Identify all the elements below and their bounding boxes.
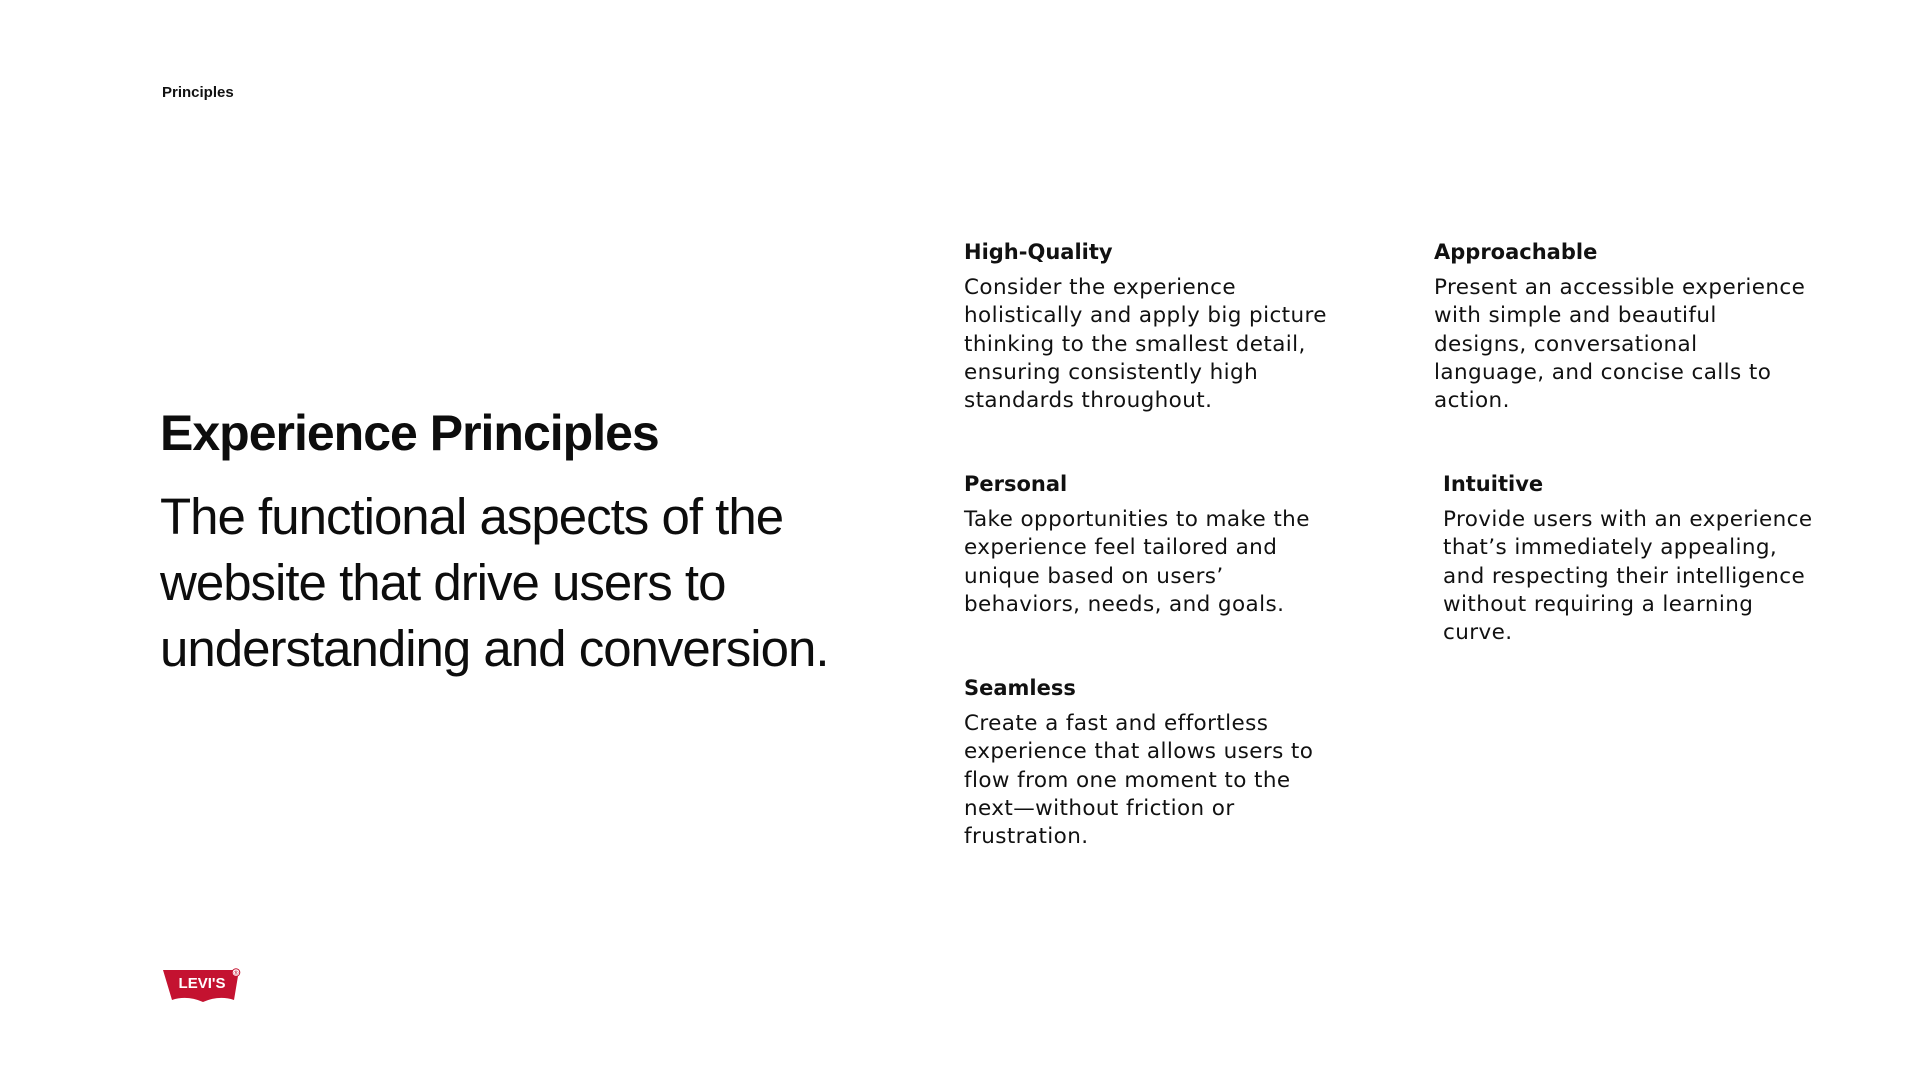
page-subtitle: The functional aspects of the website that drive users to understanding and conversion. (160, 488, 829, 677)
principle-title: Seamless (964, 676, 1076, 700)
logo-registered-mark: ® (232, 969, 240, 977)
principle-description: Provide users with an experience that’s immediately appealing, and respecting their intelligence without requiring a learning curve. (1443, 507, 1813, 646)
principle-description: Take opportunities to make the experience feel tailored and unique based on users’ behaviors, needs, and goals. (964, 507, 1310, 617)
principle-approachable (1434, 238, 1814, 415)
page-title: Experience Principles (160, 405, 659, 461)
section-label: Principles (162, 84, 234, 101)
principle-intuitive (1443, 470, 1823, 647)
principle-title: High-Quality (964, 240, 1113, 264)
principle-title: Personal (964, 472, 1068, 496)
levis-batwing-icon (162, 968, 244, 1006)
principle-description: Present an accessible experience with simple and beautiful designs, conversational language, and concise calls to action. (1434, 275, 1806, 414)
principle-high-quality (964, 238, 1344, 415)
levis-logo (162, 968, 244, 1006)
principle-description: Consider the experience holistically and apply big picture thinking to the smallest detail, ensuring consistently high standards throughout. (964, 275, 1327, 414)
principle-seamless (964, 674, 1344, 851)
principle-personal (964, 470, 1344, 619)
principle-title: Approachable (1434, 240, 1598, 264)
logo-wordmark: LEVI'S (178, 975, 226, 992)
principle-title: Intuitive (1443, 472, 1544, 496)
principle-description: Create a fast and effortless experience that allows users to flow from one moment to the next—without friction or frustration. (964, 711, 1314, 850)
